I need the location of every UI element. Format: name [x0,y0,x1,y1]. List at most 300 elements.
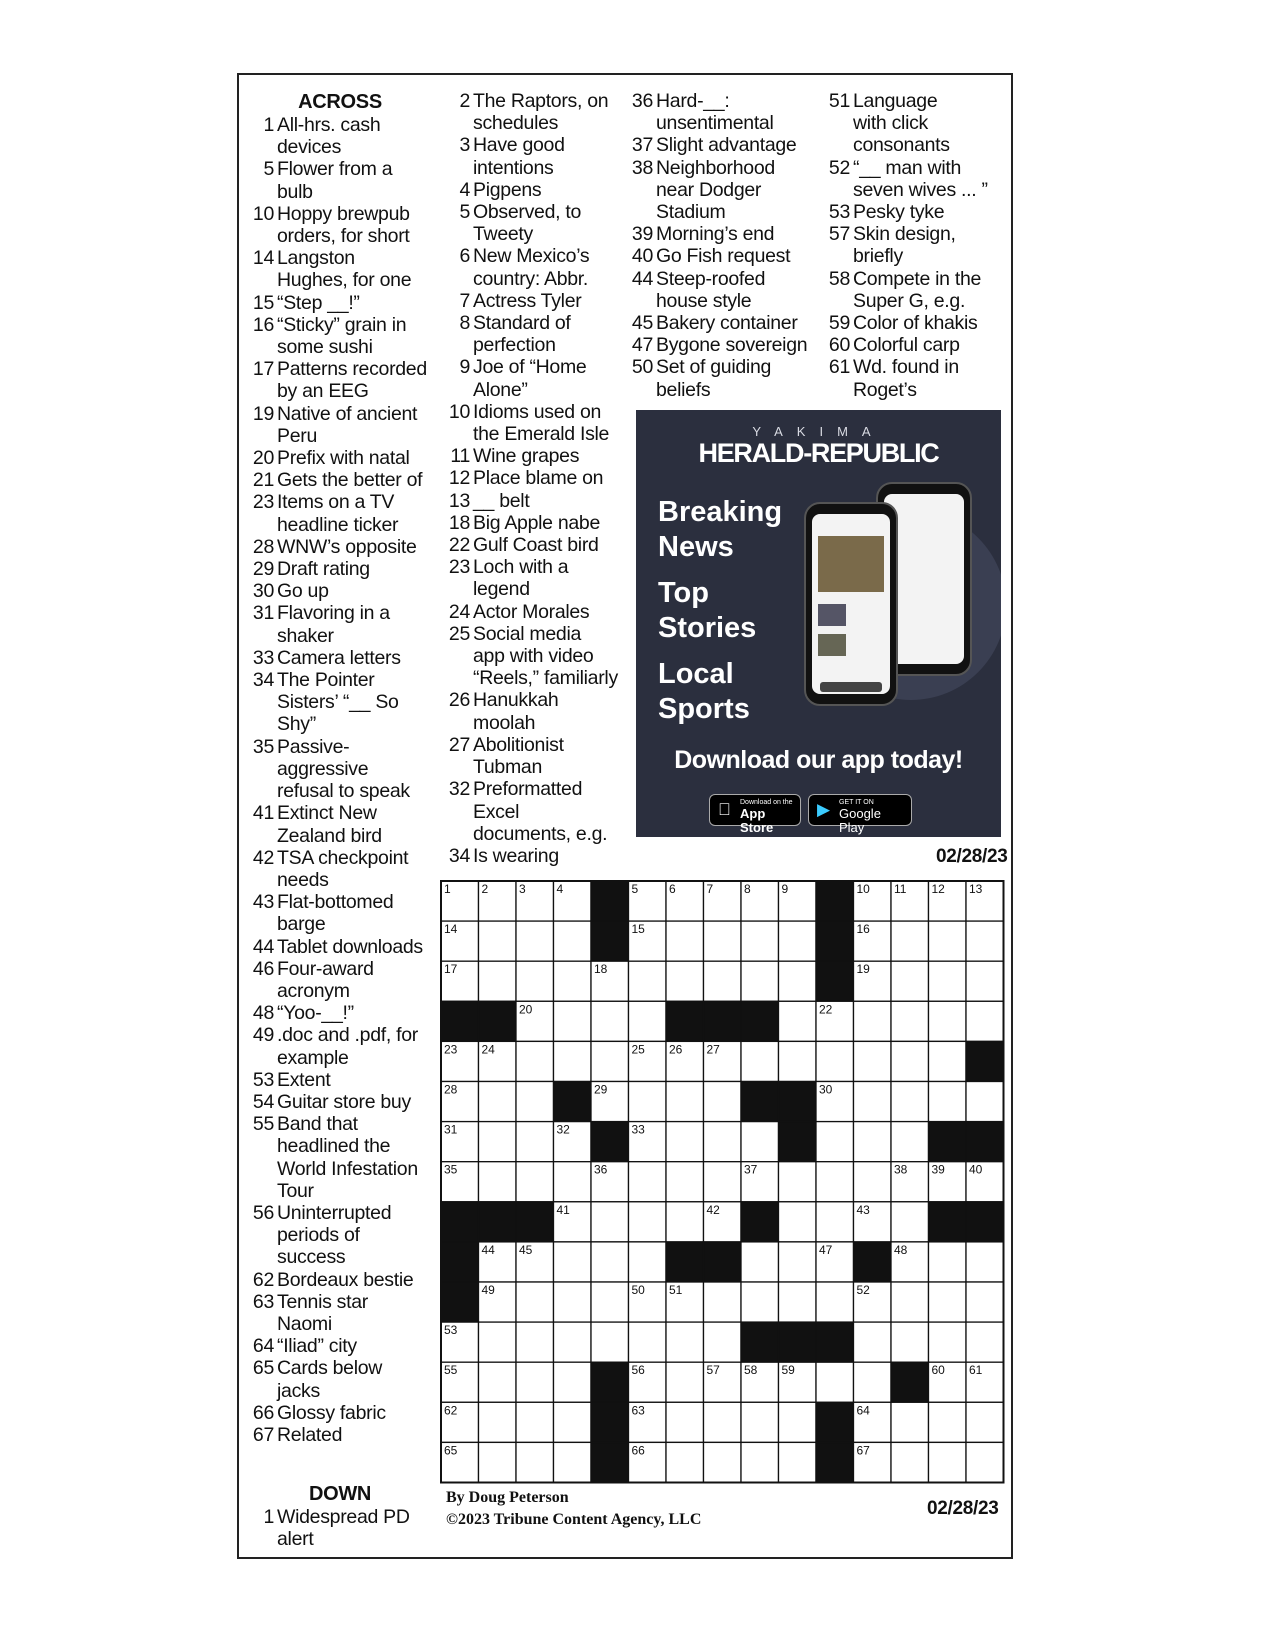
grid-cell[interactable] [854,1362,892,1402]
grid-cell[interactable] [966,1402,1004,1442]
grid-cell-number: 29 [594,1082,608,1097]
grid-cell[interactable] [629,961,667,1001]
grid-cell-number: 25 [631,1042,645,1057]
grid-cell[interactable] [779,1001,817,1041]
clue-text-line: Flavoring in a [277,602,390,625]
grid-cell-number: 43 [856,1202,870,1217]
grid-cell[interactable] [479,921,517,961]
grid-cell[interactable] [891,961,929,1001]
grid-cell[interactable] [554,1362,592,1402]
grid-cell[interactable] [741,1242,779,1282]
grid-cell-number: 4 [556,882,564,896]
clue-text-line: headlined the [277,1135,391,1158]
grid-black-square [779,1322,817,1362]
grid-cell[interactable] [891,921,929,961]
grid-cell[interactable] [516,1041,554,1081]
clue-down_col1-5 [446,201,626,245]
grid-cell[interactable] [629,1322,667,1362]
clue-number: 28 [252,535,274,558]
grid-cell[interactable] [966,1082,1004,1122]
clue-down_col1-12 [446,467,626,489]
grid-cell-number: 44 [481,1242,495,1257]
grid-cell-number: 32 [556,1122,570,1137]
clue-text-line: Compete in the [853,267,982,290]
clue-across-28 [250,536,430,558]
grid-cell[interactable] [741,1402,779,1442]
clue-text-line: Draft rating [277,558,370,581]
clue-down_col3-52 [826,157,1006,201]
grid-cell[interactable] [779,1442,817,1482]
across-clue-list [250,114,430,1446]
clue-number: 63 [252,1290,274,1313]
date-top: 02/28/23 [936,846,1008,867]
clue-down_col3-58 [826,268,1006,312]
grid-cell[interactable] [516,1322,554,1362]
grid-cell[interactable] [929,921,967,961]
grid-black-square [779,1082,817,1122]
grid-cell[interactable] [966,961,1004,1001]
grid-cell[interactable] [554,921,592,961]
clue-number: 59 [828,312,850,335]
clue-text-line: Slight advantage [656,134,797,157]
crossword-grid-svg[interactable] [440,880,1005,1484]
clue-across-30 [250,580,430,602]
clue-text-line: Guitar store buy [277,1090,411,1113]
grid-cell-number: 59 [781,1363,795,1378]
clue-text-line: Preformatted [473,778,583,801]
ad-tagline-top-stories [658,576,808,646]
clue-number: 5 [263,158,274,181]
clue-text-line: Abolitionist [473,733,564,756]
grid-cell[interactable] [666,961,704,1001]
clue-text-line: Bordeaux bestie [277,1268,414,1291]
grid-cell[interactable] [704,1442,742,1482]
grid-cell[interactable] [479,1122,517,1162]
grid-cell-number: 9 [781,882,789,896]
grid-cell[interactable] [891,1282,929,1322]
grid-cell[interactable] [666,1162,704,1202]
clue-number: 25 [448,622,470,645]
clue-number: 19 [252,402,274,425]
grid-cell[interactable] [516,921,554,961]
grid-cell[interactable] [629,1001,667,1041]
grid-cell[interactable] [779,1041,817,1081]
grid-cell[interactable] [591,1322,629,1362]
clue-across-5 [250,158,430,202]
date-bottom: 02/28/23 [927,1498,999,1519]
clue-number: 38 [631,156,653,179]
clue-number: 2 [459,90,470,112]
clue-text-line: seven wives ... ” [853,178,988,201]
clue-text-line: example [277,1046,349,1069]
grid-cell[interactable] [704,1162,742,1202]
down-column-1 [446,90,626,867]
grid-cell[interactable] [479,1322,517,1362]
clue-text-line: Tweety [473,223,533,246]
clue-number: 35 [252,735,274,758]
grid-black-square [966,1122,1004,1162]
clue-text-line: Set of guiding [656,356,772,379]
grid-cell[interactable] [741,961,779,1001]
grid-cell[interactable] [629,1242,667,1282]
clue-number: 15 [252,291,274,314]
grid-black-square [929,1122,967,1162]
grid-black-square [516,1202,554,1242]
grid-cell[interactable] [779,1202,817,1242]
clue-across-15 [250,292,430,314]
grid-cell[interactable] [516,1122,554,1162]
grid-cell[interactable] [854,1001,892,1041]
grid-cell[interactable] [516,961,554,1001]
grid-cell[interactable] [816,1282,854,1322]
grid-cell-number: 49 [481,1283,495,1297]
ad-tagline-line: Stories [658,612,757,644]
grid-cell[interactable] [741,921,779,961]
clue-number: 37 [631,134,653,157]
clue-down_col1-9 [446,356,626,400]
clue-down_col3-57 [826,223,1006,267]
grid-cell[interactable] [816,1362,854,1402]
grid-cell-number: 50 [631,1283,645,1297]
grid-cell[interactable] [591,1202,629,1242]
clue-text-line: Loch with a [473,556,569,579]
grid-cell[interactable] [516,1282,554,1322]
grid-cell[interactable] [816,1162,854,1202]
crossword-grid[interactable] [440,880,1003,1482]
grid-cell[interactable] [854,1082,892,1122]
grid-cell[interactable] [891,1402,929,1442]
clue-text-line: “Sticky” grain in [277,313,407,336]
grid-cell[interactable] [816,1041,854,1081]
grid-cell[interactable] [929,961,967,1001]
clue-text-line: Related [277,1423,343,1446]
clue-text-line: Uninterrupted [277,1201,392,1224]
grid-cell[interactable] [929,1082,967,1122]
clue-down_col1-32 [446,778,626,845]
grid-cell[interactable] [629,1082,667,1122]
clue-number: 23 [448,556,470,579]
google-play-button[interactable] [808,794,912,835]
grid-cell[interactable] [854,1162,892,1202]
clue-down_col2-47 [629,334,819,356]
clue-number: 31 [252,602,274,625]
grid-cell[interactable] [629,1202,667,1242]
grid-cell[interactable] [779,1162,817,1202]
clue-number: 33 [252,646,274,669]
clue-text-line: the Emerald Isle [473,423,610,446]
grid-cell-number: 56 [631,1363,645,1378]
grid-cell[interactable] [741,1282,779,1322]
grid-black-square [666,1001,704,1041]
clue-text-line: Observed, to [473,201,582,224]
grid-cell[interactable] [591,1242,629,1282]
grid-cell[interactable] [966,921,1004,961]
clue-text-line: Place blame on [473,467,604,490]
clue-text-line: Idioms used on [473,400,602,423]
grid-cell-number: 31 [444,1122,458,1137]
clue-text-line: refusal to speak [277,780,410,803]
clue-number: 53 [828,201,850,224]
grid-cell[interactable] [929,1001,967,1041]
grid-cell[interactable] [666,1442,704,1482]
grid-cell[interactable] [479,1442,517,1482]
grid-cell[interactable] [554,961,592,1001]
clue-text-line: Hard-__: [656,90,730,112]
clue-across-41 [250,802,430,846]
clue-text-line: Sisters’ “__ So [277,691,399,714]
grid-cell[interactable] [779,921,817,961]
grid-cell[interactable] [966,1442,1004,1482]
clue-down_col1-7 [446,290,626,312]
clue-number: 27 [448,733,470,756]
clue-text-line: perfection [473,334,556,357]
clue-across-23 [250,491,430,535]
clue-text-line: moolah [473,711,536,734]
grid-cell[interactable] [554,1282,592,1322]
clue-down_col1-26 [446,689,626,733]
clue-number: 22 [448,534,470,557]
grid-black-square [966,1041,1004,1081]
grid-black-square [891,1362,929,1402]
clue-text-line: “Yoo-__!” [277,1002,354,1025]
grid-cell[interactable] [704,1322,742,1362]
grid-cell[interactable] [816,1122,854,1162]
grid-cell-number: 19 [856,962,870,977]
clue-number: 62 [252,1268,274,1291]
clue-number: 18 [448,511,470,534]
clue-text-line: TSA checkpoint [277,846,409,869]
grid-cell[interactable] [479,1402,517,1442]
clue-text-line: Extent [277,1068,331,1091]
grid-cell[interactable] [741,1122,779,1162]
clue-number: 53 [252,1068,274,1091]
clue-text-line: Hanukkah [473,689,559,712]
grid-cell[interactable] [966,1001,1004,1041]
clue-number: 7 [459,289,470,312]
grid-cell[interactable] [591,1001,629,1041]
clue-text-line: Bygone sovereign [656,334,808,357]
clue-text-line: jacks [277,1379,320,1402]
clue-text-line: consonants [853,134,950,157]
clue-text-line: Pigpens [473,178,542,201]
grid-cell[interactable] [554,1001,592,1041]
clue-text-line: unsentimental [656,112,774,135]
grid-cell[interactable] [554,1041,592,1081]
clue-text-line: Excel [473,800,520,823]
grid-cell[interactable] [891,1001,929,1041]
grid-black-square [816,1322,854,1362]
clue-number: 40 [631,245,653,268]
grid-black-square [554,1082,592,1122]
clue-number: 65 [252,1357,274,1380]
grid-cell[interactable] [854,1122,892,1162]
clue-across-62 [250,1269,430,1291]
clue-across-64 [250,1335,430,1357]
grid-cell[interactable] [929,1442,967,1482]
app-store-button[interactable] [709,794,801,835]
grid-cell[interactable] [816,1202,854,1242]
grid-cell-number: 23 [444,1042,458,1057]
grid-cell-number: 63 [631,1403,645,1418]
grid-cell[interactable] [479,1362,517,1402]
clue-text-line: Extinct New [277,802,377,825]
grid-cell[interactable] [966,1242,1004,1282]
clue-number: 46 [252,957,274,980]
grid-cell[interactable] [516,1362,554,1402]
grid-cell-number: 8 [744,882,751,896]
grid-cell[interactable] [779,1402,817,1442]
grid-cell-number: 15 [631,922,645,937]
grid-cell[interactable] [516,1082,554,1122]
grid-cell[interactable] [666,1122,704,1162]
grid-black-square [591,881,629,921]
grid-cell-number: 62 [444,1403,458,1418]
clue-number: 10 [448,400,470,423]
grid-cell[interactable] [929,1322,967,1362]
grid-cell[interactable] [591,1041,629,1081]
grid-cell[interactable] [479,1162,517,1202]
grid-cell[interactable] [479,961,517,1001]
clue-text-line: Neighborhood [656,156,775,179]
grid-cell[interactable] [704,1082,742,1122]
grid-cell[interactable] [666,1402,704,1442]
clue-text-line: Roget’s [853,378,917,401]
grid-cell-number: 24 [481,1042,495,1057]
clue-down_col1-6 [446,245,626,289]
clue-number: 56 [252,1201,274,1224]
grid-cell[interactable] [779,1242,817,1282]
clue-across-55 [250,1113,430,1202]
grid-black-square [741,1082,779,1122]
ad-tagline-breaking-news [658,495,808,565]
clue-text-line: Joe of “Home [473,356,587,379]
grid-cell[interactable] [779,961,817,1001]
grid-cell[interactable] [891,1041,929,1081]
clue-number: 20 [252,447,274,470]
clue-text-line: Is wearing [473,844,559,867]
grid-cell[interactable] [929,1041,967,1081]
clue-text-line: aggressive [277,757,369,780]
grid-cell[interactable] [929,1402,967,1442]
clue-text-line: Social media [473,622,582,645]
credit-copyright: ©2023 Tribune Content Agency, LLC [446,1511,702,1528]
grid-cell[interactable] [966,1282,1004,1322]
grid-cell[interactable] [554,1162,592,1202]
grid-cell[interactable] [929,1282,967,1322]
grid-cell[interactable] [554,1322,592,1362]
grid-cell-number: 16 [856,922,870,937]
clue-text-line: Skin design, [853,223,956,246]
clue-text-line: beliefs [656,378,711,401]
grid-cell[interactable] [554,1442,592,1482]
grid-black-square [441,1202,479,1242]
clue-across-65 [250,1357,430,1401]
ad-tagline-line: Breaking [658,496,783,528]
clue-down_col2-44 [629,268,819,312]
grid-cell[interactable] [704,1282,742,1322]
grid-cell[interactable] [704,1122,742,1162]
grid-cell[interactable] [704,921,742,961]
clue-text-line: Color of khakis [853,312,978,335]
grid-cell[interactable] [554,1402,592,1442]
grid-cell[interactable] [666,1202,704,1242]
grid-cell[interactable] [666,1322,704,1362]
clue-number: 36 [631,90,653,112]
grid-cell[interactable] [629,1162,667,1202]
grid-cell[interactable] [966,1322,1004,1362]
grid-cell[interactable] [516,1442,554,1482]
grid-cell[interactable] [666,1082,704,1122]
grid-cell[interactable] [704,1402,742,1442]
grid-cell[interactable] [891,1202,929,1242]
grid-cell[interactable] [891,1322,929,1362]
grid-cell[interactable] [741,1041,779,1081]
clue-number: 24 [448,600,470,623]
clue-down_col2-50 [629,356,819,400]
clue-text-line: Hughes, for one [277,269,412,292]
grid-cell[interactable] [704,961,742,1001]
grid-cell[interactable] [666,921,704,961]
grid-cell[interactable] [666,1362,704,1402]
phone-screen-thumb [820,682,882,692]
grid-cell[interactable] [516,1162,554,1202]
clue-text-line: Items on a TV [277,491,395,514]
grid-black-square [591,1402,629,1442]
grid-cell[interactable] [929,1242,967,1282]
clue-number: 11 [450,445,470,468]
clue-number: 54 [252,1090,274,1113]
clue-number: 66 [252,1401,274,1424]
grid-cell[interactable] [779,1282,817,1322]
clue-number: 21 [252,469,274,492]
clue-number: 34 [448,844,470,867]
clue-number: 42 [252,846,274,869]
grid-cell-number: 7 [706,882,714,896]
app-store-label: App Store [740,806,774,835]
clue-text-line: Shy” [277,713,316,736]
clue-text-line: World Infestation [277,1157,418,1180]
grid-cell[interactable] [854,1322,892,1362]
clue-text-line: “Reels,” familiarly [473,667,618,690]
grid-black-square [704,1001,742,1041]
grid-cell[interactable] [891,1082,929,1122]
clue-across-31 [250,602,430,646]
grid-cell-number: 42 [706,1202,720,1217]
grid-black-square [741,1322,779,1362]
grid-cell[interactable] [891,1122,929,1162]
grid-cell[interactable] [591,1282,629,1322]
clue-number: 8 [459,312,470,335]
grid-black-square [741,1202,779,1242]
grid-cell[interactable] [854,1041,892,1081]
grid-cell[interactable] [516,1402,554,1442]
grid-cell[interactable] [554,1242,592,1282]
clue-down_col1-23 [446,556,626,600]
clue-across-42 [250,847,430,891]
grid-cell[interactable] [891,1442,929,1482]
clue-text-line: .doc and .pdf, for [277,1024,418,1047]
grid-cell[interactable] [479,1082,517,1122]
grid-black-square [591,921,629,961]
clue-text-line: The Raptors, on [473,90,609,112]
clue-across-53 [250,1069,430,1091]
grid-cell[interactable] [741,1442,779,1482]
clue-down_col2-40 [629,245,819,267]
clue-text-line: Go Fish request [656,245,791,268]
app-advertisement[interactable] [636,410,1001,837]
clue-number: 3 [459,134,470,157]
clue-text-line: intentions [473,156,554,179]
